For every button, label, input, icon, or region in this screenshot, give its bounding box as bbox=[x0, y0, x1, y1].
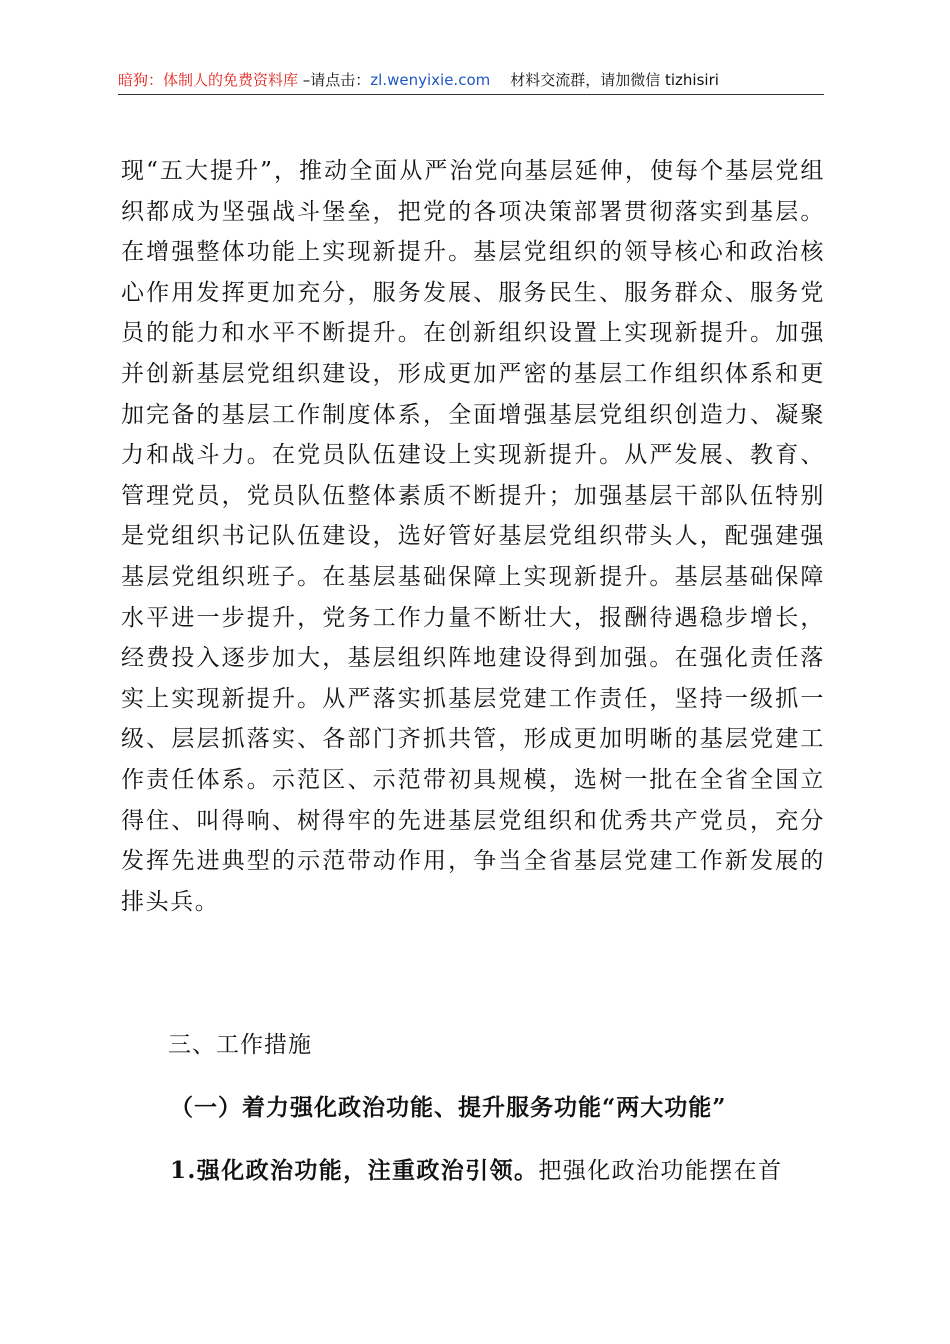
item-text: 把强化政治功能摆在首 bbox=[538, 1158, 783, 1184]
header-divider bbox=[118, 94, 824, 95]
page-header bbox=[118, 66, 824, 94]
sub-heading: （一）着力强化政治功能、提升服务功能“两大功能” bbox=[170, 1094, 727, 1121]
section-heading: 三、工作措施 bbox=[168, 1032, 312, 1058]
document-body bbox=[121, 151, 825, 922]
header-site-name: 暗狗：体制人的免费资料库 bbox=[118, 71, 299, 89]
body-paragraph: 现“五大提升”，推动全面从严治党向基层延伸，使每个基层党组织都成为坚强战斗堡垒，把党的各项决策部署贯彻落实到基层。在增强整体功能上实现新提升。基层党组织的领导核心和政治核心作用发挥更加充分，服务发展、服务民生、服务群众、服务党员的能力和水平不断提升。在创新组织设置上实现新提升。加强并创新基层党组织建设，形成更加严密的基层工作组织体系和更加完备的基层工作制度体系，全面增强基层党组织创造力、凝聚力和战斗力。在党员队伍建设上实现新提升。从严发展、教育、管理党员，党员队伍整体素质不断提升；加强基层干部队伍特别是党组织书记队伍建设，选好管好基层党组织带头人，配强建强基层党组织班子。在基层基础保障上实现新提升。基层基础保障水平进一步提升，党务工作力量不断壮大，报酬待遇稳步增长，经费投入逐步加大，基层组织阵地建设得到加强。在强化责任落实上实现新提升。从严落实抓基层党建工作责任，坚持一级抓一级、层层抓落实、各部门齐抓共管，形成更加明晰的基层党建工作责任体系。示范区、示范带初具规模，选树一批在全省全国立得住、叫得响、树得牢的先进基层党组织和优秀共产党员，充分发挥先进典型的示范带动作用，争当全省基层党建工作新发展的排头兵。 bbox=[121, 158, 825, 915]
header-url-link[interactable]: zl.wenyixie.com bbox=[370, 71, 491, 89]
item-bold-lead: 1.强化政治功能，注重政治引领。 bbox=[170, 1157, 539, 1184]
item-paragraph bbox=[170, 1151, 825, 1191]
header-click-prefix: –请点击： bbox=[298, 71, 371, 89]
header-group-info: 材料交流群，请加微信 tizhisiri bbox=[510, 71, 719, 89]
